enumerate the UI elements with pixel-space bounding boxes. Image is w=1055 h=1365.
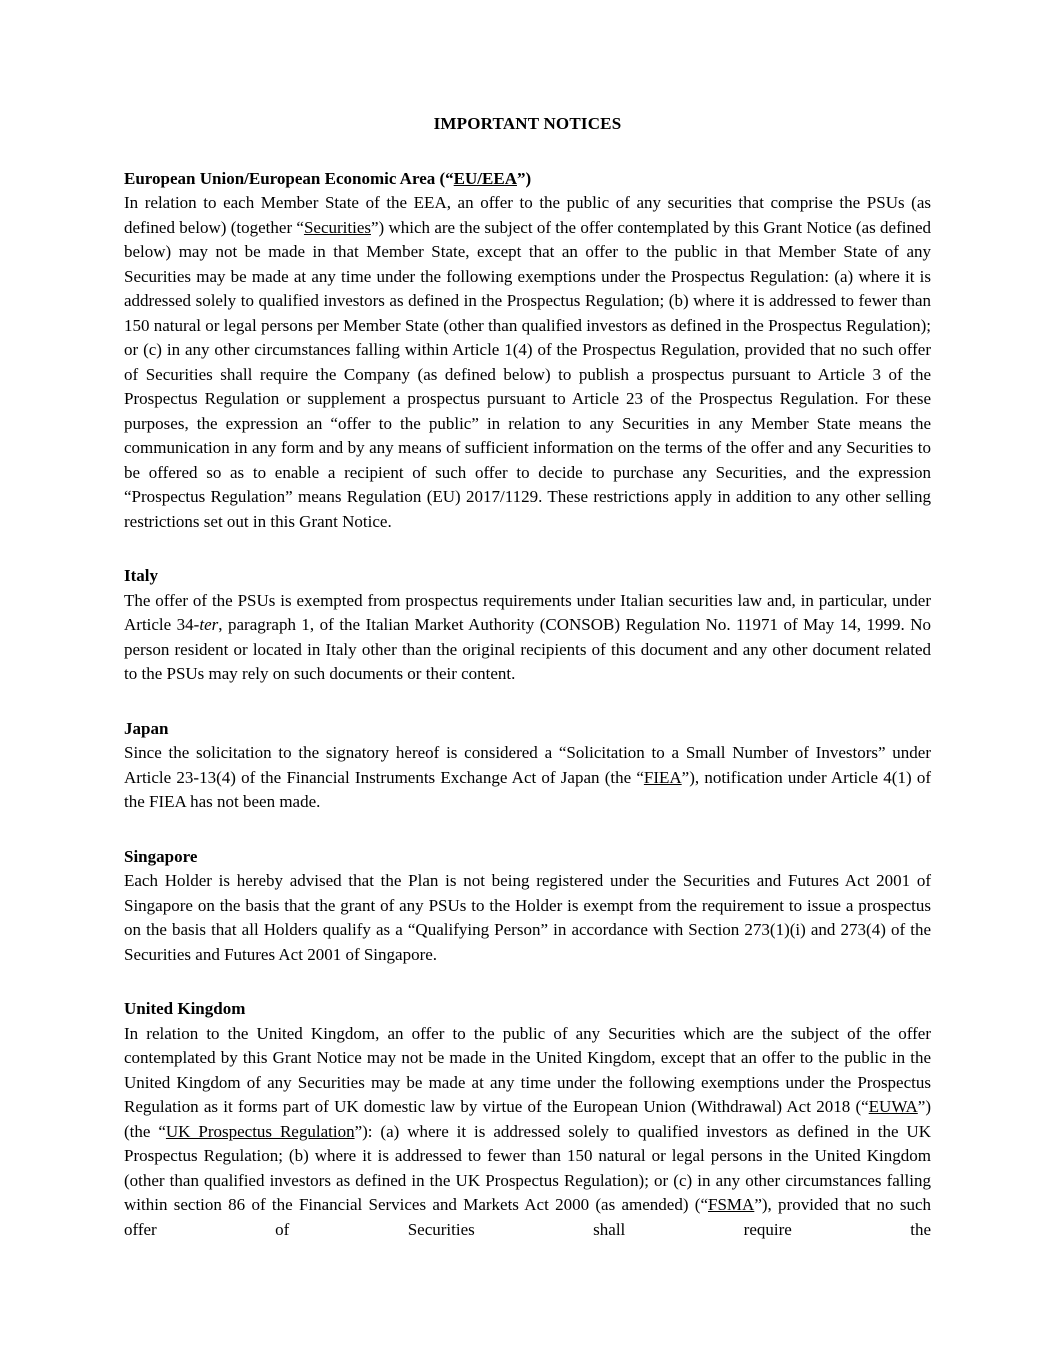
- text-segment: ”), provided that no such offer of Securities shall require the: [124, 1195, 931, 1239]
- section-singapore: [124, 845, 931, 968]
- document-title: IMPORTANT NOTICES: [433, 114, 622, 133]
- section-heading-italy: [124, 564, 931, 589]
- text-segment: In relation to each Member State of the EEA, an offer to the public of any securities that comprise the PSUs (as defined below) (together “: [124, 193, 931, 237]
- text-segment: United Kingdom: [124, 999, 246, 1018]
- text-segment: ”) (the “: [124, 1097, 931, 1141]
- section-paragraph-singapore: [124, 869, 931, 967]
- text-segment: Singapore: [124, 846, 198, 866]
- text-segment: EUWA: [868, 1097, 918, 1116]
- text-segment: ”) which are the subject of the offer contemplated by this Grant Notice (as defined below) may not be made in that Member State, except that an offer to the public in that Member State of any Securities may be made at any time under the following exemptions under the Prospectus Regulation: (a) where it is addressed solely to qualified investors as defined in the Prospectus Regulation; (b) where it is addressed to fewer than 150 natural or legal persons per Member State (other than qualified investors as defined in the Prospectus Regulation); or (c) in any other circumstances falling within Article 1(4) of the Prospectus Regulation, provided that no such offer of Securities shall require the Company (as defined below) to publish a prospectus pursuant to Article 3 of the Prospectus Regulation or supplement a prospectus pursuant to Article 23 of the Prospectus Regulation. For these purposes, the expression an “offer to the public” in relation to any Securities in any Member State means the communication in any form and by any means of sufficient information on the terms of the offer and any Securities to be offered so as to enable a recipient of such offer to decide to purchase any Securities, and the expression “Prospectus Regulation” means Regulation (EU) 2017/1129. These restrictions apply in addition to any other selling restrictions set out in this Grant Notice.: [124, 217, 932, 531]
- text-segment: In relation to the United Kingdom, an offer to the public of any Securities which are the subject of the offer contemplated by this Grant Notice may not be made in the United Kingdom, except that an offer to the public in the United Kingdom of any Securities may be made at any time under the following exemptions under the Prospectus Regulation as it forms part of UK domestic law by virtue of the European Union (Withdrawal) Act 2018 (“: [124, 1023, 931, 1116]
- text-segment: FIEA: [643, 767, 682, 787]
- section-italy: [124, 564, 931, 687]
- text-segment: ”), notification under Article 4(1) of the FIEA has not been made.: [124, 767, 931, 811]
- text-segment: ”): [516, 168, 532, 188]
- section-heading-united-kingdom: [124, 997, 931, 1022]
- text-segment: UK Prospectus Regulation: [165, 1121, 355, 1141]
- text-segment: Securities: [303, 217, 371, 237]
- section-heading-eu-eea: [124, 167, 931, 192]
- text-segment: European Union/European Economic Area (“: [124, 168, 454, 188]
- text-segment: FSMA: [708, 1195, 755, 1214]
- text-segment: Since the solicitation to the signatory hereof is considered a “Solicitation to a Small Number of Investors” under Article 23-13(4) of the Financial Instruments Exchange Act of Japan (the “: [124, 743, 931, 787]
- text-segment: ”): (a) where it is addressed solely to qualified investors as defined in the UK Prospectus Regulation; (b) where it is addressed to fewer than 150 natural or legal persons in the United Kingdom (other than qualified investors as defined in the UK Prospectus Regulation); or (c) in any other circumstances falling within section 86 of the Financial Services and Markets Act 2000 (as amended) (“: [124, 1121, 931, 1214]
- section-heading-singapore: [124, 845, 931, 870]
- text-segment: EU/EEA: [453, 168, 517, 188]
- text-segment: , paragraph 1, of the Italian Market Authority (CONSOB) Regulation No. 11971 of May 14, 1999. No person resident or located in Italy other than the original recipients of this document and any other document related to the PSUs may rely on such documents or their content.: [124, 615, 932, 683]
- section-united-kingdom: [124, 997, 931, 1242]
- text-segment: Italy: [124, 566, 158, 585]
- section-paragraph-united-kingdom: [124, 1022, 931, 1243]
- section-paragraph-eu-eea: [124, 191, 931, 534]
- section-heading-japan: [124, 717, 931, 742]
- text-segment: Japan: [124, 718, 169, 738]
- text-segment: ter: [199, 615, 219, 634]
- section-paragraph-japan: [124, 741, 931, 815]
- section-japan: [124, 717, 931, 815]
- text-segment: Each Holder is hereby advised that the Plan is not being registered under the Securities and Futures Act 2001 of Singapore on the basis that the grant of any PSUs to the Holder is exempt from the requirement to issue a prospectus on the basis that all Holders qualify as a “Qualifying Person” in accordance with Section 273(1)(i) and 273(4) of the Securities and Futures Act 2001 of Singapore.: [124, 871, 931, 964]
- section-paragraph-italy: [124, 589, 931, 687]
- text-segment: The offer of the PSUs is exempted from prospectus requirements under Italian securities law and, in particular, under Article 34-: [124, 590, 931, 634]
- section-eu-eea: [124, 167, 931, 535]
